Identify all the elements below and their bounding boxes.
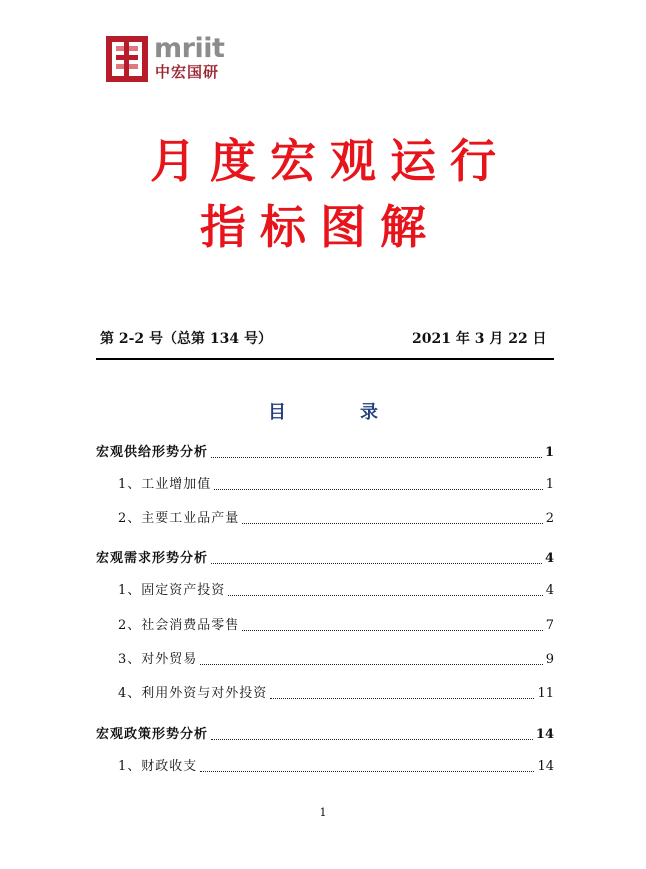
logo-wordmark: mriit <box>154 33 225 64</box>
page-number: 1 <box>319 806 327 819</box>
toc-entry[interactable] <box>118 474 554 494</box>
toc-entry-label: 宏观政策形势分析 <box>96 727 209 742</box>
logo-chinese-name: 中宏国研 <box>155 63 220 81</box>
toc-leader-dots <box>228 595 542 596</box>
toc-entry[interactable] <box>118 615 554 635</box>
toc-leader-dots <box>214 489 542 490</box>
toc-leader-dots <box>242 630 542 631</box>
toc-entry[interactable] <box>118 508 554 528</box>
toc-entry-page: 1 <box>544 445 554 460</box>
toc-entry[interactable] <box>96 548 554 568</box>
toc-entry[interactable] <box>118 756 554 776</box>
toc-heading: 目 录 <box>268 402 406 423</box>
toc-entry-page: 14 <box>535 727 554 742</box>
toc-leader-dots <box>211 457 542 458</box>
toc-entry-label: 2、社会消费品零售 <box>118 618 240 633</box>
toc-entry-label: 宏观需求形势分析 <box>96 551 209 566</box>
report-title-line-1: 月度宏观运行 <box>150 134 510 188</box>
toc-entry-page: 4 <box>545 583 554 598</box>
toc-entry-label: 2、主要工业品产量 <box>118 511 240 526</box>
toc-leader-dots <box>211 739 533 740</box>
toc-entry[interactable] <box>118 649 554 669</box>
header-divider <box>96 358 554 360</box>
brand-logo <box>106 33 246 84</box>
toc-entry-page: 2 <box>545 511 554 526</box>
toc-entry[interactable] <box>118 683 554 703</box>
toc-entry-page: 9 <box>545 652 554 667</box>
toc-leader-dots <box>242 523 542 524</box>
toc-leader-dots <box>200 771 534 772</box>
toc-entry-label: 1、工业增加值 <box>118 477 212 492</box>
toc-leader-dots <box>270 698 534 699</box>
toc-entry[interactable] <box>96 724 554 744</box>
toc-entry-label: 4、利用外资与对外投资 <box>118 686 268 701</box>
toc-entry-label: 1、固定资产投资 <box>118 583 226 598</box>
toc-entry-page: 7 <box>545 618 554 633</box>
toc-entry-page: 1 <box>545 477 554 492</box>
toc-entry-page: 4 <box>544 551 554 566</box>
toc-leader-dots <box>211 563 542 564</box>
mriit-logo-icon <box>106 36 148 82</box>
toc-entry[interactable] <box>118 580 554 600</box>
toc-leader-dots <box>200 664 542 665</box>
report-title-line-2: 指标图解 <box>200 200 440 254</box>
issue-number: 第 2-2 号（总第 134 号） <box>100 331 273 347</box>
toc-entry[interactable] <box>96 442 554 462</box>
publication-date: 2021 年 3 月 22 日 <box>412 331 547 347</box>
toc-entry-label: 3、对外贸易 <box>118 652 198 667</box>
toc-entry-label: 宏观供给形势分析 <box>96 445 209 460</box>
toc-entry-page: 11 <box>537 686 554 701</box>
toc-entry-page: 14 <box>537 759 554 774</box>
toc-entry-label: 1、财政收支 <box>118 759 198 774</box>
